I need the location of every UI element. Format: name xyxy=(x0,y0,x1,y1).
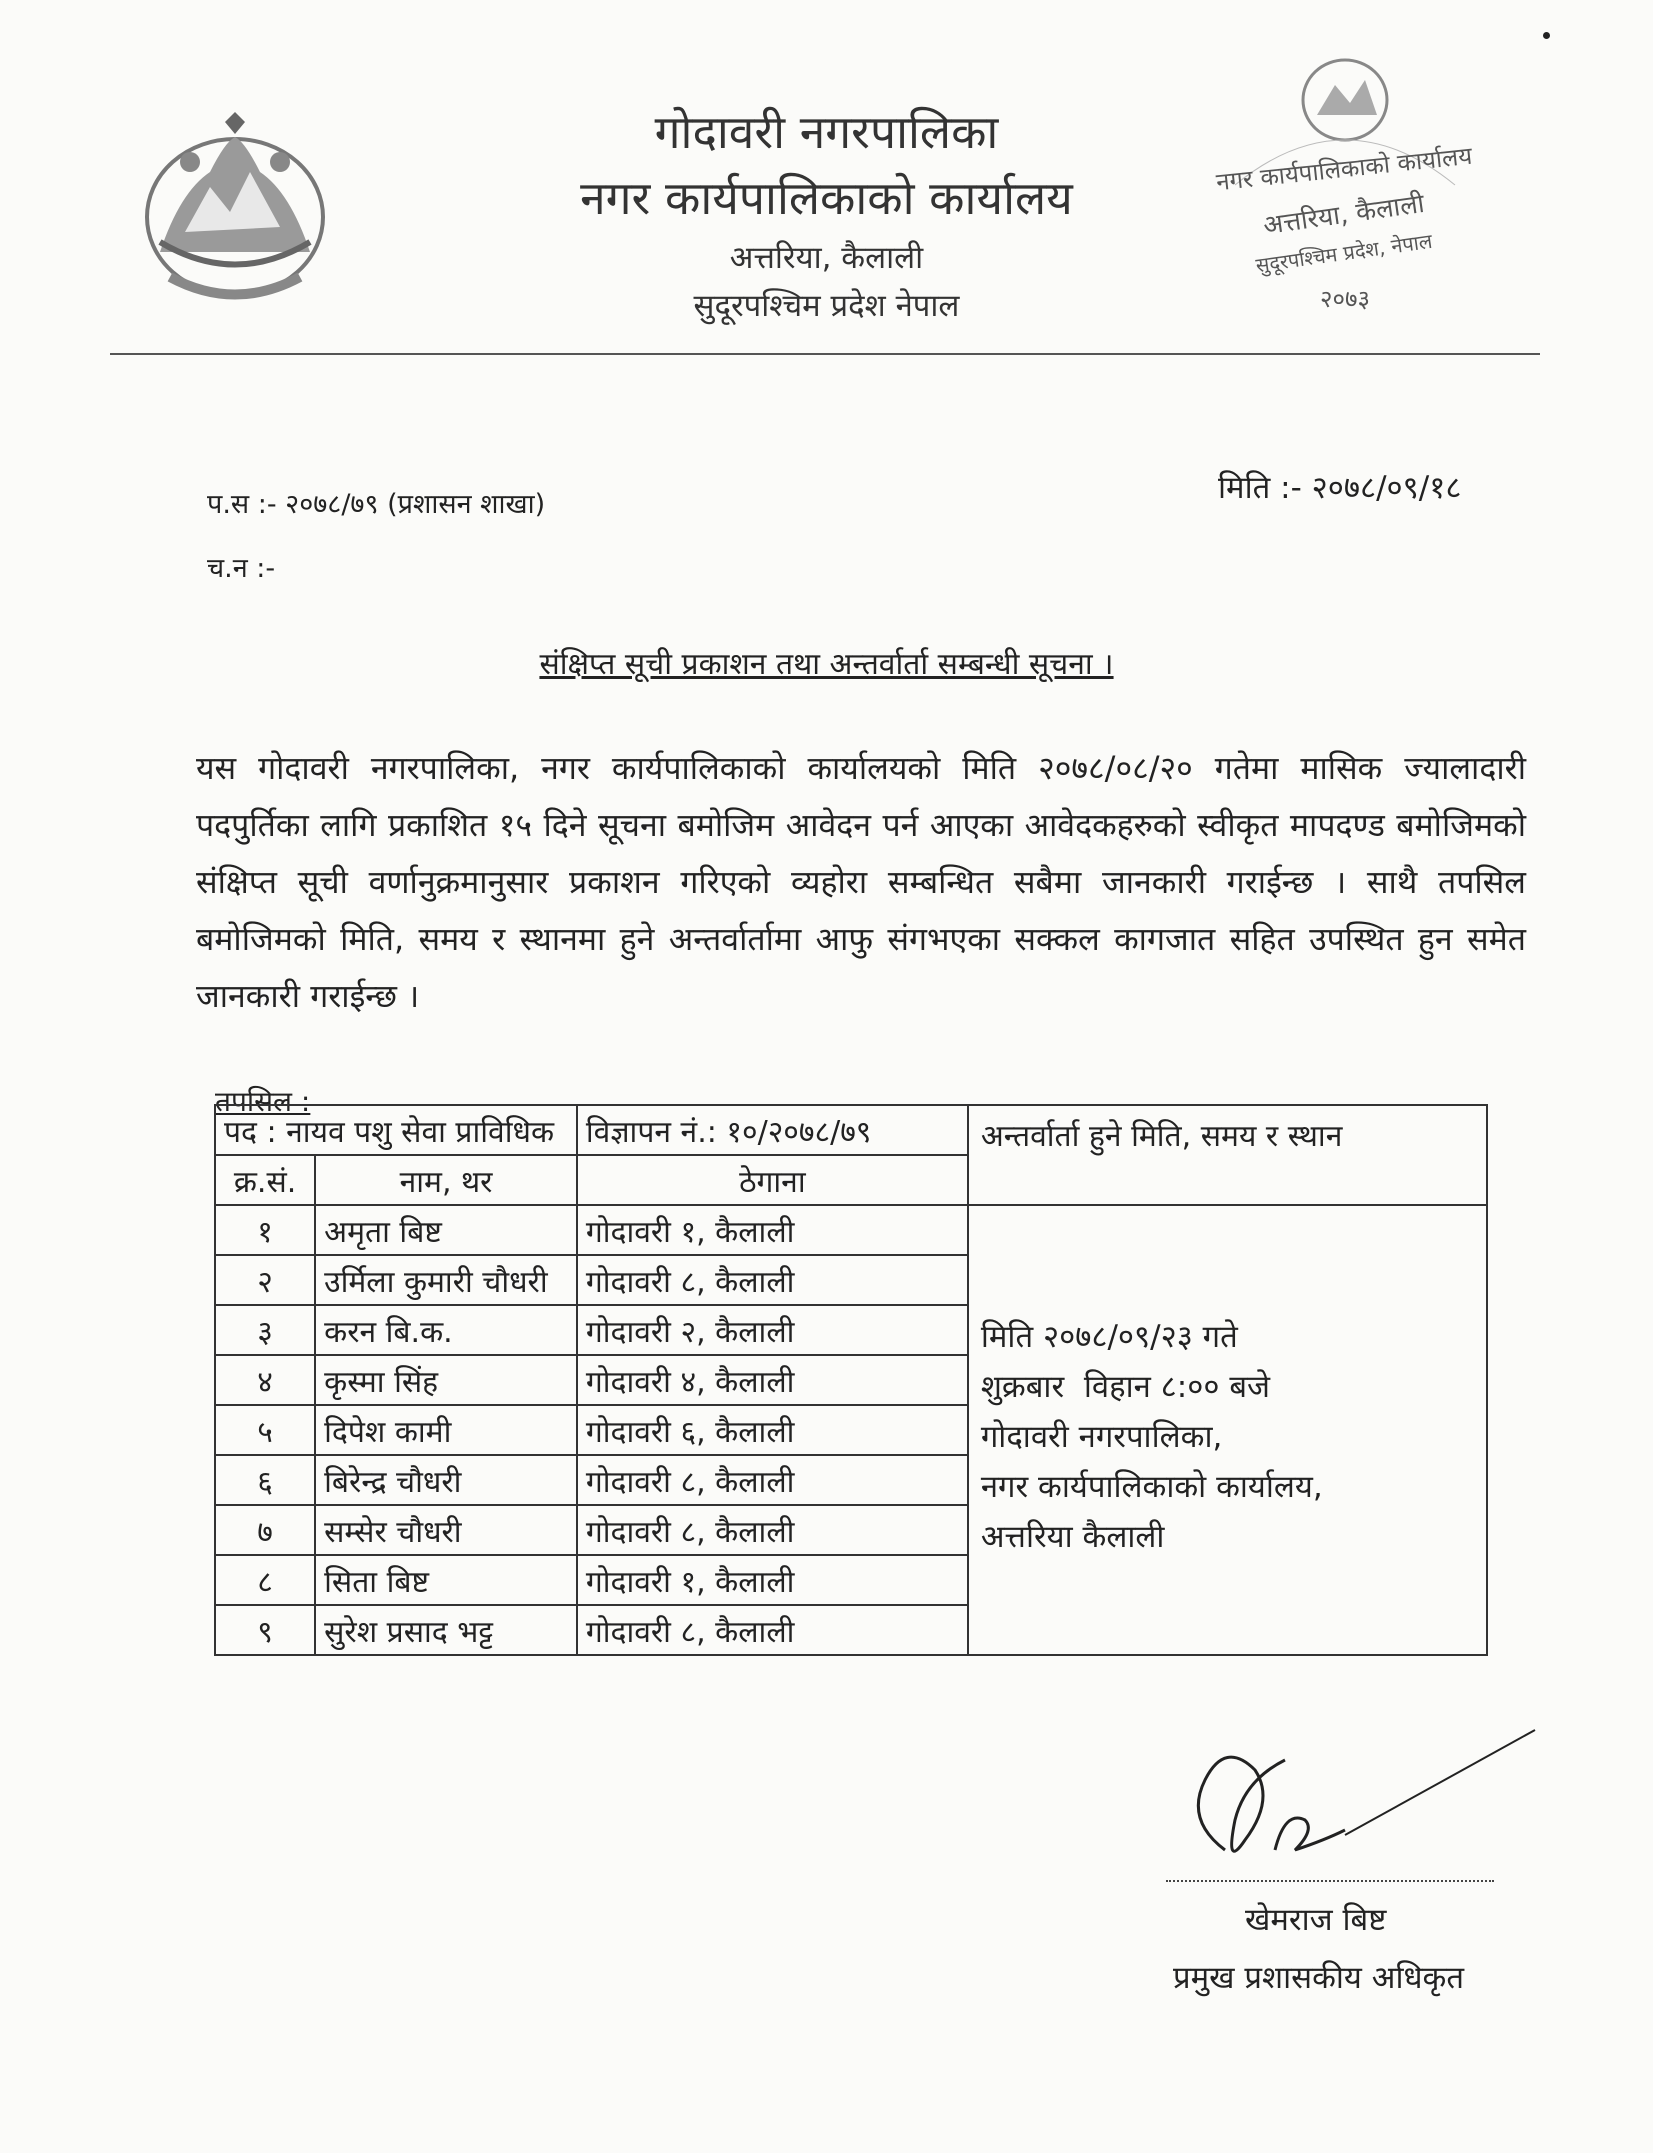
signature-line xyxy=(1166,1880,1494,1882)
row-address: गोदावरी ८, कैलाली xyxy=(577,1455,968,1505)
svg-text:अत्तरिया, कैलाली: अत्तरिया, कैलाली xyxy=(1261,188,1427,242)
row-name: सम्सेर चौधरी xyxy=(315,1505,577,1555)
interview-header: अन्तर्वार्ता हुने मिति, समय र स्थान xyxy=(968,1105,1487,1205)
interview-venue-3: अत्तरिया कैलाली xyxy=(980,1519,1165,1555)
shortlist-table xyxy=(214,1104,1488,1656)
svg-text:२०७३: २०७३ xyxy=(1320,285,1370,313)
dispatch-number: च.न :- xyxy=(207,553,276,584)
row-address: गोदावरी ४, कैलाली xyxy=(577,1355,968,1405)
row-sn: ८ xyxy=(215,1555,315,1605)
post-cell: पद : नायव पशु सेवा प्राविधिक xyxy=(215,1105,577,1155)
signatory-name: खेमराज बिष्ट xyxy=(1245,1902,1387,1938)
office-name: नगर कार्यपालिकाको कार्यालय xyxy=(580,171,1073,225)
row-name: उर्मिला कुमारी चौधरी xyxy=(315,1255,577,1305)
row-sn: २ xyxy=(215,1255,315,1305)
office-address: अत्तरिया, कैलाली xyxy=(729,240,924,276)
interview-venue-2: नगर कार्यपालिकाको कार्यालय, xyxy=(980,1469,1323,1505)
row-address: गोदावरी २, कैलाली xyxy=(577,1305,968,1355)
letter-date: मिति :- २०७८/०९/१८ xyxy=(1218,470,1462,506)
table-caption: तपसिल : xyxy=(215,1085,311,1118)
interview-details xyxy=(968,1205,1487,1655)
row-name: बिरेन्द्र चौधरी xyxy=(315,1455,577,1505)
province-name: सुदूरपश्चिम प्रदेश नेपाल xyxy=(693,288,960,324)
interview-time: शुक्रबार विहान ८:०० बजे xyxy=(980,1369,1271,1405)
row-name: करन बि.क. xyxy=(315,1305,577,1355)
row-name: अमृता बिष्ट xyxy=(315,1205,577,1255)
row-sn: ९ xyxy=(215,1605,315,1655)
notice-body: यस गोदावरी नगरपालिका, नगर कार्यपालिकाको कार्यालयको मिति २०७८/०८/२० गतेमा मासिक ज्यालादारी पदपुर्तिका लागि प्रकाशित १५ दिने सूचना बमोजिम आवेदन पर्न आएका आवेदकहरुको स्वीकृत मापदण्ड बमोजिमको संक्षिप्त सूची वर्णानुक्रमानुसार प्रकाशन गरिएको व्यहोरा सम्बन्धित सबैमा जानकारी गराईन्छ । साथै तपसिल बमोजिमको मिति, समय र स्थानमा हुने अन्तर्वार्तामा आफु संगभएका सक्कल कागजात सहित उपस्थित हुन समेत जानकारी गराईन्छ । xyxy=(196,749,1526,1015)
subject-text: संक्षिप्त सूची प्रकाशन तथा अन्तर्वार्ता सम्बन्धी सूचना । xyxy=(539,647,1114,682)
row-address: गोदावरी १, कैलाली xyxy=(577,1205,968,1255)
notice-subject xyxy=(0,642,1653,683)
row-sn: १ xyxy=(215,1205,315,1255)
col-name: नाम, थर xyxy=(315,1155,577,1205)
row-sn: ३ xyxy=(215,1305,315,1355)
row-name: सुरेश प्रसाद भट्ट xyxy=(315,1605,577,1655)
interview-date: मिति २०७८/०९/२३ गते xyxy=(980,1319,1238,1355)
municipality-seal-icon xyxy=(1205,55,1485,325)
row-sn: ७ xyxy=(215,1505,315,1555)
table-row xyxy=(215,1205,1487,1255)
interview-venue-1: गोदावरी नगरपालिका, xyxy=(980,1419,1223,1455)
svg-text:नगर कार्यपालिकाको कार्यालय: नगर कार्यपालिकाको कार्यालय xyxy=(1214,141,1474,197)
row-name: कृस्मा सिंह xyxy=(315,1355,577,1405)
col-sn: क्र.सं. xyxy=(215,1155,315,1205)
handwritten-signature-icon xyxy=(1165,1720,1545,1890)
row-address: गोदावरी ८, कैलाली xyxy=(577,1255,968,1305)
row-address: गोदावरी ६, कैलाली xyxy=(577,1405,968,1455)
row-address: गोदावरी १, कैलाली xyxy=(577,1555,968,1605)
svg-text:सुदूरपश्चिम प्रदेश, नेपाल: सुदूरपश्चिम प्रदेश, नेपाल xyxy=(1254,228,1434,278)
row-sn: ५ xyxy=(215,1405,315,1455)
row-name: सिता बिष्ट xyxy=(315,1555,577,1605)
row-sn: ४ xyxy=(215,1355,315,1405)
header-divider xyxy=(110,353,1540,355)
row-name: दिपेश कामी xyxy=(315,1405,577,1455)
municipality-name: गोदावरी नगरपालिका xyxy=(654,105,999,159)
letter-number: प.स :- २०७८/७९ (प्रशासन शाखा) xyxy=(207,489,546,520)
row-address: गोदावरी ८, कैलाली xyxy=(577,1505,968,1555)
row-address: गोदावरी ८, कैलाली xyxy=(577,1605,968,1655)
col-address: ठेगाना xyxy=(577,1155,968,1205)
advert-cell: विज्ञापन नं.: १०/२०७८/७९ xyxy=(577,1105,968,1155)
row-sn: ६ xyxy=(215,1455,315,1505)
scan-dot xyxy=(1543,32,1550,39)
signatory-title: प्रमुख प्रशासकीय अधिकृत xyxy=(1173,1960,1465,1996)
